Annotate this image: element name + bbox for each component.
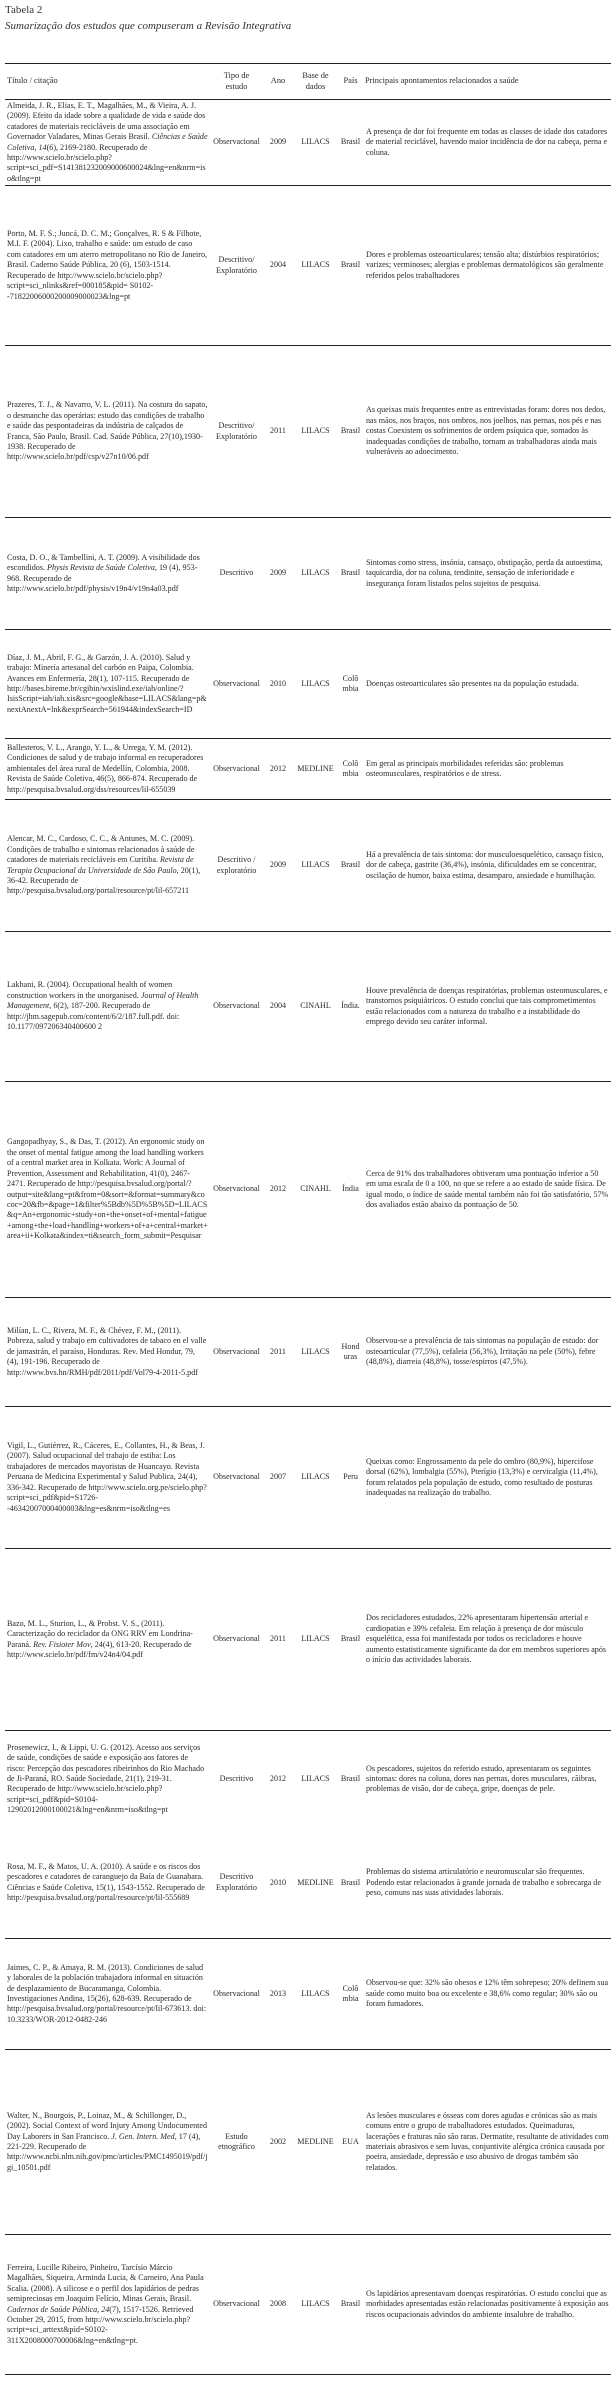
year-cell: 2009 bbox=[269, 860, 287, 870]
table-row bbox=[5, 1549, 611, 1731]
study-type-cell: Observacional bbox=[213, 1346, 260, 1356]
year-cell: 2012 bbox=[269, 1184, 287, 1194]
findings-cell: Observou-se a prevalência de tais sintomas na população de estudo: dor osteoarticular (77,5%), cefaleia (56,3%), Irritação na pele (50%), febre (48,8%), diarreia (48,8%), tosse/espirros (47,5%). bbox=[366, 1336, 599, 1367]
findings-cell: Sintomas como stress, insónia, cansaço, obstipação, perda da autoestima, taquicardia, dor na coluna, tendinite, sensação de inferioridade e insegurança foram listados pelos sujeitos de pesquisa. bbox=[366, 557, 603, 588]
year-cell: 2004 bbox=[269, 260, 287, 270]
study-type-cell: Observacional bbox=[213, 137, 260, 147]
database-cell: LILACS bbox=[301, 860, 330, 870]
header-ano: Ano bbox=[270, 76, 286, 86]
table-row bbox=[5, 2235, 611, 2375]
citation-journal: Physis Revista de Saúde Coletiva bbox=[47, 563, 155, 573]
database-cell: LILACS bbox=[301, 568, 330, 578]
citation-text: Costa, D. O., & Tambellini, A. T. (2009). A visibilidade dos escondidos. bbox=[7, 552, 200, 573]
country-cell: Colômbia bbox=[342, 673, 359, 693]
database-cell: MEDLINE bbox=[297, 1877, 334, 1887]
database-cell: LILACS bbox=[301, 1346, 330, 1356]
findings-cell: Há a prevalência de tais sintoma: dor musculoesquelético, cansaço físico, dor de cabeça, gastrite (36,4%), insónia, dificuldades em se concentrar, oscilação de humor, baixa estima, desamparo, ansiedade e humilhação. bbox=[366, 849, 604, 880]
table-row bbox=[5, 346, 611, 518]
country-cell: Brasil bbox=[340, 137, 361, 147]
study-type-cell: Observacional bbox=[213, 1184, 260, 1194]
citation-journal: Cadernos de Saúde Pública, 24 bbox=[7, 2304, 110, 2314]
findings-cell: Dores e problemas osteoarticulares; tensão alta; distúrbios respiratórios; varizes; verminoses; alergias e problemas dermatológicos são geralmente referidos pelos trabalhadores bbox=[366, 249, 604, 280]
database-cell: LILACS bbox=[301, 1988, 330, 1998]
table-row bbox=[5, 1298, 611, 1407]
year-cell: 2013 bbox=[269, 1988, 287, 1998]
citation-text-rest: , 19 (4), 953-968. Recuperado de http://www.scielo.br/pdf/physis/v19n4/v19n4a03.pdf bbox=[7, 563, 198, 593]
study-type-cell: Observacional bbox=[213, 1634, 260, 1644]
study-type-cell: Observacional bbox=[213, 763, 260, 773]
findings-cell: Os pescadores, sujeitos do referido estudo, apresentaram os seguintes sintomas: dores na coluna, dores nas pernas, dores musculares, cãibras, problemas de visão, dor de cabeça, gripe, doenças de pele. bbox=[366, 1763, 597, 1794]
citation-journal: J. Gen. Intern. Med bbox=[111, 2131, 175, 2141]
citation-cell bbox=[5, 1298, 210, 1407]
findings-cell: As lesões musculares e ósseas com dores agudas e crónicas são as mais comuns entre o grupo de trabalhadores estudados. Queimaduras, lacerações e fraturas não são raras. Dermatite, resultante de atividades com materiais abrasivos e sem luvas, conjuntivite alérgica crónica causada por poeira, ansiedade, depressão e uso abusivo de drogas também são relatados. bbox=[366, 2110, 609, 2172]
table-row bbox=[5, 630, 611, 739]
year-cell: 2011 bbox=[270, 426, 286, 436]
citation-text: Almeida, J. R., Elias, E. T., Magalhães, M., & Vieira, A. J. (2009). Efeito da idade sobre a qualidade de vida e saúde dos catadores de materiais recicláveis de uma associação em Governador Valadares, Minas Gerais Brasil. bbox=[7, 100, 206, 142]
citation-text: Vigil, L., Gutiérrez, R., Cáceres, E., Collantes, H., & Beas, J. (2007). Salud ocupacional del trabajo de estiba: Los trabajadores de mercados mayoristas de Huancayo. Revista Peruana de Medicina Experimental y Salud Publica, 24(4), 336-342. Recuperado de http://www.scielo.org.pe/scielo.php?script=sci_pdf&pid=S1726--46342007000400003&lng=es&nrm=iso&tlng=es bbox=[7, 1441, 207, 1513]
study-type-cell: Descritivo Exploratório bbox=[216, 1872, 257, 1892]
citation-journal: Ciências e Saúde Coletiva, 14 bbox=[7, 132, 208, 152]
citation-cell bbox=[5, 100, 210, 186]
citation-text: Walter, N., Bourgois, P., Loinaz, M., & Schillonger, D., (2002). Social Context of word Injury Among Undocumented Day Laborers in San Francisco. bbox=[7, 2110, 208, 2141]
table-row bbox=[5, 186, 611, 346]
table-row bbox=[5, 800, 611, 932]
table-row bbox=[5, 2050, 611, 2235]
year-cell: 2009 bbox=[269, 568, 287, 578]
table-row bbox=[5, 932, 611, 1082]
table-row bbox=[5, 1828, 611, 1939]
table-row bbox=[5, 1082, 611, 1298]
citation-journal: Revista de Terapia Ocupacional da Universidade de São Paulo bbox=[7, 855, 194, 875]
citation-cell bbox=[5, 932, 210, 1082]
study-type-cell: Descritivo bbox=[219, 1774, 254, 1784]
country-cell: Brasil bbox=[340, 568, 361, 578]
country-cell: Brasil bbox=[340, 1634, 361, 1644]
citation-journal: Journal of Health Management bbox=[7, 990, 199, 1011]
findings-cell: Queixas como: Engrossamento da pele do ombro (80,9%), hipercifose dorsal (62%), lombalgia (55%), Pterígio (13,3%) e cervicalgia (11,4%), foram relatados pela população de estudo, como resultado de posturas inadequadas na realização do trabalho. bbox=[366, 1456, 598, 1497]
country-cell: EUA bbox=[342, 2136, 359, 2146]
study-type-cell: Descritivo/ Exploratório bbox=[216, 255, 257, 275]
citation-text-rest: , 24(4), 613-20. Recuperado de http://www.scielo.br/pdf/fm/v24n4/04.pdf bbox=[7, 1639, 192, 1659]
citation-text: Rosa, M. F., & Matos, U. A. (2010). A saúde e os riscos dos pescadores e catadores de caranguejo da Baía de Guanabara. Ciências e Saúde Coletiva, 15(1), 1543-1552. Recuperado de http://pesquisa.bvsalud.org/portal/resource/pt/lil-555689 bbox=[7, 1861, 205, 1903]
country-cell: Colômbia bbox=[342, 1983, 359, 2003]
year-cell: 2010 bbox=[269, 1877, 287, 1887]
citation-text: Ballesteros, V. L., Arango, Y. L., & Urrega, Y. M. (2012). Condiciones de salud y de trabajo informal en recuperadores ambientales del área rural de Medellín, Colombia, 2008. Revista de Saúde Coletiva, 46(5), 866-874. Recuperado de http://pesquisa.bvsalud.org/dss/resources/lil-655039 bbox=[7, 742, 204, 794]
citation-text: Bazo, M. L., Sturion, L., & Probst. V. S., (2011). Caracterização do reciclador da ONG RRV em Londrina-Paraná. bbox=[7, 1618, 193, 1649]
database-cell: MEDLINE bbox=[297, 763, 334, 773]
study-type-cell: Observacional bbox=[213, 1988, 260, 1998]
citation-text: Gangopadhyay, S., & Das, T. (2012). An ergonomic study on the onset of mental fatigue among the load handling workers of a central market area in Kolkata. Work: A Journal of Prevention, Assessment and Rehabilitation, 41(0), 2467-2471. Recuperado de http://pesquisa.bvsalud.org/portal/?output=site&lang=pt&from=0&sort=&format=summary&cococ=20&fb=&page=1&filter%5Bdb%5D%5B%5D=LILACS&q=An+ergonomic+study+on+the+onset+of+mental+fatigue+among+the+load+handling+workers+of+a+central+market+area+ii+Kolkata&index=ti&search_form_submit=Pesquisar bbox=[7, 1137, 208, 1241]
country-cell: Brasil bbox=[340, 426, 361, 436]
year-cell: 2008 bbox=[269, 2299, 287, 2309]
citation-cell bbox=[5, 1939, 210, 2050]
citation-text: Alencar, M. C., Cardoso, C. C., & Antunes, M. C. (2009). Condições de trabalho e sintomas relacionados à saúde de catadores de materiais recicláveis em Curitiba. bbox=[7, 834, 195, 865]
table-header-row bbox=[5, 64, 611, 100]
citation-cell bbox=[5, 186, 210, 346]
country-cell: Brasil bbox=[340, 2299, 361, 2309]
country-cell: Brasil bbox=[340, 1877, 361, 1887]
citation-cell bbox=[5, 739, 210, 800]
citation-cell bbox=[5, 1407, 210, 1549]
citation-text: Jaimes, C. P., & Amaya, R. M. (2013). Condiciones de salud y laborales de la población trabajadora informal en situación de desplazamiento de Bucaramanga, Colombia. Investigaciones Andina, 15(26), 628-639. Recuperado de http://pesquisa.bvsalud.org/portal/resource/pt/lil-673613. doi: 10.3233/WOR-2012-0482-246 bbox=[7, 1962, 207, 2024]
citation-cell bbox=[5, 800, 210, 932]
citation-text-rest: , 6(2), 187-200. Recuperado de http://jhm.sagepub.com/content/6/2/187.full.pdf. doi: 10.1177/097206340400600 2 bbox=[7, 1001, 180, 1032]
citation-cell bbox=[5, 1082, 210, 1298]
table-title: Sumarização dos estudos que compuseram a Revisão Integrativa bbox=[5, 20, 292, 32]
table-row bbox=[5, 518, 611, 630]
citation-text: Prazeres, T. J., & Navarro, V. L. (2011). Na costura do sapato, o desmanche das operárias: estudo das condições de trabalho e saúde das pespontadeiras da indústria de calçados de Franca, São Paulo, Brasil. Cad. Saúde Pública, 27(10),1930-1938. Recuperado de http://www.scielo.br/pdf/csp/v27n10/06.pdf bbox=[7, 400, 208, 462]
findings-cell: A presença de dor foi frequente em todas as classes de idade dos catadores de material reciclável, havendo maior incidência de dor na cabeça, perna e coluna. bbox=[366, 126, 608, 157]
study-type-cell: Observacional bbox=[213, 678, 260, 688]
header-base: Base de dados bbox=[302, 71, 329, 91]
header-tipo: Tipo de estudo bbox=[223, 71, 250, 91]
citation-text: Porto, M. F. S.; Juncá, D. C. M.; Gonçalves, R. S & Filhote, M.I. F. (2004). Lixo, trabalho e saúde: um estudo de caso com catadores em um aterro metropolitano no Rio de Janeiro, Brasil. Caderno Saúde Pública, 20 (6), 1503-1514. Recuperado de http://www.scielo.br/scielo.php?script=sci_nlinks&ref=000185&pid= S0102--71822006000200009000023&lng=pt bbox=[7, 229, 208, 301]
citation-text-rest: , 20(1), 36-42. Recuperado de http://pesquisa.bvsalud.org/portal/resource/pt/lil-657211 bbox=[7, 865, 201, 896]
citation-cell bbox=[5, 2235, 210, 2375]
studies-table bbox=[5, 63, 611, 2375]
citation-cell bbox=[5, 1549, 210, 1731]
header-apontamentos: Principais apontamentos relacionados a saúde bbox=[365, 76, 519, 86]
database-cell: LILACS bbox=[301, 2299, 330, 2309]
year-cell: 2011 bbox=[270, 1346, 286, 1356]
country-cell: Brasil bbox=[340, 1774, 361, 1784]
year-cell: 2012 bbox=[269, 763, 287, 773]
database-cell: LILACS bbox=[301, 1634, 330, 1644]
findings-cell: Problemas do sistema articulatório e neuromuscular são frequentes. Podendo estar relacionados à grande jornada de trabalho e sobrecarga de peso, comuns nas suas atividades laborais. bbox=[366, 1867, 601, 1897]
study-type-cell: Estudo etnográfico bbox=[218, 2131, 255, 2151]
findings-cell: Cerca de 91% dos trabalhadores obtiveram uma pontuação inferior a 50 em uma escala de 0 a 100, no que se refere a ao estado de saúde física. De igual modo, o índice de saúde mental também não foi tão satisfatório, 57% dos avaliados estão abaixo da pontuação de 50. bbox=[366, 1168, 609, 1209]
citation-cell bbox=[5, 518, 210, 630]
citation-cell bbox=[5, 2050, 210, 2235]
database-cell: CINAHL bbox=[300, 1184, 331, 1194]
findings-cell: Doenças osteoarticulares são presentes na da população estudada. bbox=[366, 678, 579, 688]
country-cell: Índia. bbox=[341, 1001, 360, 1011]
table-row bbox=[5, 1939, 611, 2050]
year-cell: 2009 bbox=[269, 137, 287, 147]
country-cell: Brasil bbox=[340, 860, 361, 870]
citation-journal: Rev. Fisioter Mov bbox=[33, 1639, 91, 1649]
citation-cell bbox=[5, 1828, 210, 1939]
study-type-cell: Descritivo / exploratório bbox=[216, 855, 257, 875]
study-type-cell: Descritivo bbox=[219, 568, 254, 578]
study-type-cell: Observacional bbox=[213, 1472, 260, 1482]
findings-cell: As queixas mais frequentes entre as entrevistadas foram: dores nos dedos, nas mãos, nos braços, nos ombros, nos joelhos, nas pernas, nos pés e nas costas Coexistem os sofrimentos de ordem psíquica que, somados às inadequadas condições de trabalho, tornam as trabalhadoras ainda mais vulneráveis ao adoecimento. bbox=[366, 405, 606, 457]
citation-cell bbox=[5, 346, 210, 518]
country-cell: Peru bbox=[343, 1472, 358, 1482]
table-row bbox=[5, 100, 611, 186]
database-cell: LILACS bbox=[301, 678, 330, 688]
study-type-cell: Observacional bbox=[213, 2299, 260, 2309]
year-cell: 2004 bbox=[269, 1001, 287, 1011]
study-type-cell: Observacional bbox=[213, 1001, 260, 1011]
citation-cell bbox=[5, 630, 210, 739]
table-label: Tabela 2 bbox=[5, 4, 43, 16]
findings-cell: Dos recicladores estudados, 22% apresentaram hipertensão arterial e cardiopatias e 39% cefaleia. Em relação à presença de dor músculo esquelética, essa foi manifestada por todos os recicladores e houve aumento estatisticamente significante da dor em membros superiores após o início das actividades laborais. bbox=[366, 1613, 607, 1665]
citation-text: Milían, L. C., Rivera, M. F., & Chévez, F. M., (2011). Pobreza, salud y trabajo em cultivadores de tabaco en el valle de jamastrán, el paraíso, Honduras. Rev. Med Hondur, 79, (4), 191-196. Recuperado de http://www.bvs.hn/RMH/pdf/2011/pdf/Vol79-4-2011-5.pdf bbox=[7, 1325, 207, 1377]
citation-text: Díaz, J. M., Abril, F. G., & Garzón, J. A. (2010). Salud y trabajo: Minería artesanal del carbón en Paipa, Colombia. Avances em Enfermería, 28(1), 107-115. Recuperado de http://bases.bireme.br/cgibin/wxislind.exe/iah/online/?IsisScript=iah/iah.xis&src=google&base=LILACS&lang=p&nextAnextA=lnk&exprSearch=561944&indexSearch=ID bbox=[7, 652, 207, 714]
database-cell: MEDLINE bbox=[297, 2136, 334, 2146]
country-cell: Honduras bbox=[341, 1341, 360, 1361]
table-row bbox=[5, 1731, 611, 1828]
year-cell: 2010 bbox=[269, 678, 287, 688]
citation-text: Lakhani, R. (2004). Occupational health of women construction workers in the unorganised. bbox=[7, 980, 173, 1000]
database-cell: LILACS bbox=[301, 260, 330, 270]
database-cell: LILACS bbox=[301, 1774, 330, 1784]
table-row bbox=[5, 739, 611, 800]
database-cell: LILACS bbox=[301, 426, 330, 436]
database-cell: LILACS bbox=[301, 1472, 330, 1482]
header-pais: País bbox=[343, 76, 358, 86]
citation-text: Prosenewicz, I., & Lippi, U. G. (2012). Acesso aos serviços de saúde, condições de saúde e exposição aos fatores de risco: Percepção dos pescadores ribeirinhos do Rio Machado de Ji-Paraná, RO. Saúde Sociedade, 21(1), 219-31. Recuperado de http://www.scielo.br/scielo.php?script=sci_pdf&pid=S0104-12902012000100021&lng=en&nrm=iso&tlng=pt bbox=[7, 1742, 205, 1815]
header-titulo: Título / citação bbox=[7, 76, 58, 86]
country-cell: Brasil bbox=[340, 260, 361, 270]
citation-text-rest: (7), 1517-1526. Retrieved October 29, 2015, from http://www.scielo.br/scielo.php?script=sci_arttext&pid=S0102-311X2008000700006&lng=en&tlng=pt. bbox=[7, 2304, 194, 2345]
findings-cell: Observou-se que: 32% são obesos e 12% têm sobrepeso; 20% definem sua saúde como muito boa ou excelente e 38,6% como regular; 30% são ou foram fumadores. bbox=[366, 1978, 609, 2009]
findings-cell: Os lapidários apresentavam doenças respiratórias. O estudo conclui que as morbidades apresentadas estão relacionadas positivamente à exposição aos riscos ocupacionais advindos do ambiente insalubre de trabalho. bbox=[366, 2288, 609, 2319]
findings-cell: Houve prevalência de doenças respiratórias, problemas osteomusculares, e transtornos psiquiátricos. O estudo conclui que tais comprometimentos estão relacionados com a natureza do trabalho e a instabilidade do emprego devido seu caráter informal. bbox=[366, 985, 608, 1026]
year-cell: 2007 bbox=[269, 1472, 287, 1482]
findings-cell: Em geral as principais morbilidades referidas são: problemas osteomusculares, respiratórios e de stress. bbox=[366, 758, 564, 778]
database-cell: LILACS bbox=[301, 137, 330, 147]
citation-text: Ferreira, Lucille Ribeiro, Pinheiro, Tarcísio Márcio Magalhães, Siqueira, Arminda Lucia, & Carneiro, Ana Paula Scalia. (2008). A silicose e o perfil dos lapidários de pedras semipreciosas em Joaquim Felício, Minas Gerais, Brasil. bbox=[7, 2262, 204, 2304]
year-cell: 2012 bbox=[269, 1774, 287, 1784]
table-row bbox=[5, 1407, 611, 1549]
citation-text-rest: (6), 2169-2180. Recuperado de http://www.scielo.br/scielo.php?script=sci_pdf=S141381232009000600024&lng=en&nrm=iso&tlng=pt bbox=[7, 142, 206, 183]
country-cell: Índia bbox=[342, 1184, 359, 1194]
citation-text-rest: , 17 (4), 221-229. Recuperado de http://www.ncbi.nlm.nih.gov/pmc/articles/PMC1495019/pdf/jgi_10501.pdf bbox=[7, 2131, 208, 2172]
database-cell: CINAHL bbox=[300, 1001, 331, 1011]
year-cell: 2002 bbox=[269, 2136, 287, 2146]
citation-cell bbox=[5, 1731, 210, 1828]
country-cell: Colômbia bbox=[342, 758, 359, 778]
year-cell: 2011 bbox=[270, 1634, 286, 1644]
study-type-cell: Descritivo/ Exploratório bbox=[216, 421, 257, 441]
